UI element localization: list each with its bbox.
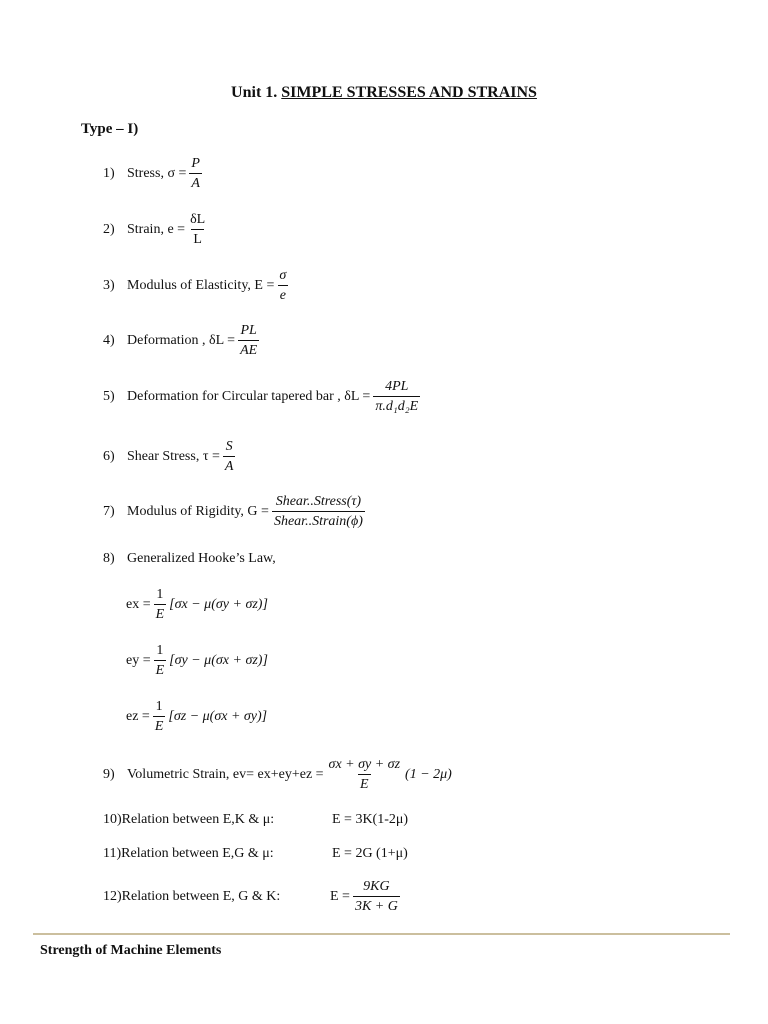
formula-strain: 2) Strain, e = $\frac{\delta L}{L}$ — [103, 212, 206, 247]
relation-e-g-k: 12)Relation between E, G & K: — [103, 889, 281, 904]
formula-deformation: 4) Deformation , δL = $\frac{PL}{AE}$ — [103, 323, 258, 358]
formula-volumetric-strain: 9) Volumetric Strain, ev= ex+ey+ez = $\frac{\sigma x + \sigma y + \sigma z}{E}$ (1 − 2μ) — [103, 757, 452, 792]
hooke-ey: ey = $\frac{1}{E}$ [σy − μ(σx + σz)] — [126, 643, 268, 678]
formula-stress: 1) Stress, σ = $\frac{P}{A}$ — [103, 156, 200, 191]
formula-modulus-rigidity: 7) Modulus of Rigidity, G = $\frac{\text{Shear..Stress(τ)}}{\text{Shear..Strain(ϕ)}}$ — [103, 494, 363, 529]
hooke-ex: ex = $\frac{1}{E}$ [σx − μ(σy + σz)] — [126, 587, 268, 622]
formula-modulus-elasticity: 3) Modulus of Elasticity, E = $\frac{\sigma}{e}$ — [103, 268, 287, 303]
relation-e-k-mu: 10)Relation between E,K & μ: — [103, 812, 275, 827]
footer-divider — [33, 933, 730, 935]
relation-e-g-mu-rhs: E = 2G (1+μ) — [332, 846, 408, 861]
relation-e-g-k-rhs: E = $\frac{9KG}{3K + G}$ — [330, 879, 398, 914]
footer-text: Strength of Machine Elements — [40, 943, 222, 958]
hooke-ez: ez = $\frac{1}{E}$ [σz − μ(σx + σy)] — [126, 699, 268, 734]
formula-tapered-bar: 5) Deformation for Circular tapered bar , δL = $\frac{4PL}{\text{π.d₁d₂E}}$ — [103, 379, 419, 414]
page-title: Unit 1. SIMPLE STRESSES AND STRAINS — [231, 84, 537, 101]
type-heading: Type – I) — [81, 121, 139, 137]
relation-e-g-mu: 11)Relation between E,G & μ: — [103, 846, 274, 861]
formula-shear-stress: 6) Shear Stress, τ = $\frac{S}{A}$ — [103, 439, 234, 474]
formula-hooke-heading: 8) Generalized Hooke’s Law, — [103, 551, 276, 566]
relation-e-k-mu-rhs: E = 3K(1-2μ) — [332, 812, 409, 827]
